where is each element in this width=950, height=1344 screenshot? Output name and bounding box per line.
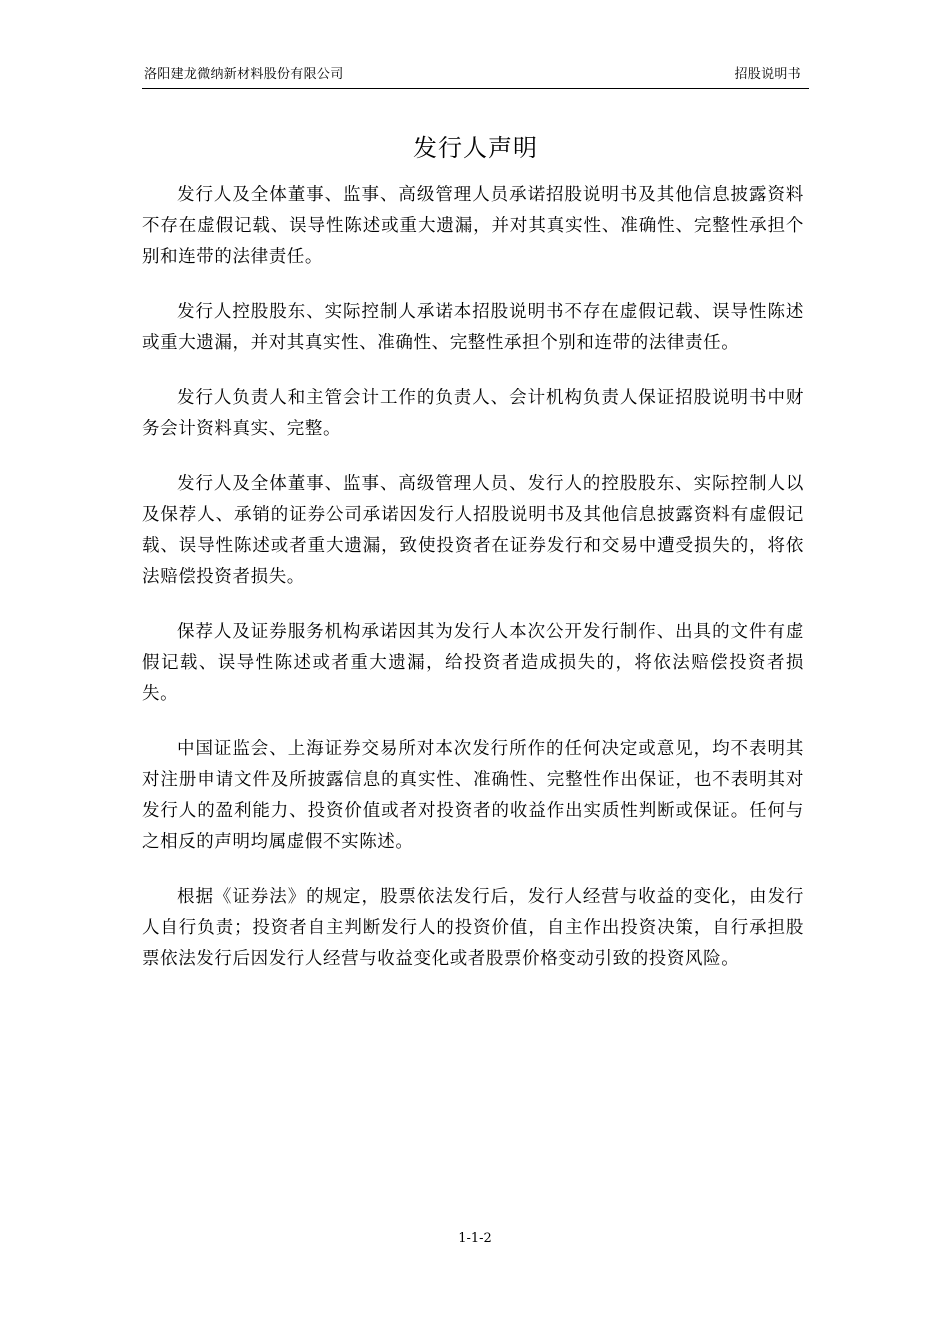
document-title: 发行人声明: [413, 134, 538, 162]
page-number: 1-1-2: [458, 1231, 492, 1246]
paragraph-5: 保荐人及证券服务机构承诺因其为发行人本次公开发行制作、出具的文件有虚假记载、误导性陈述或者重大遗漏，给投资者造成损失的，将依法赔偿投资者损失。: [142, 622, 804, 704]
paragraph-2: 发行人控股股东、实际控制人承诺本招股说明书不存在虚假记载、误导性陈述或重大遗漏，并对其真实性、准确性、完整性承担个别和连带的法律责任。: [142, 302, 804, 353]
paragraph-7: 根据《证券法》的规定，股票依法发行后，发行人经营与收益的变化，由发行人自行负责；投资者自主判断发行人的投资价值，自主作出投资决策，自行承担股票依法发行后因发行人经营与收益变化或者股票价格变动引致的投资风险。: [142, 887, 804, 969]
paragraph-6: 中国证监会、上海证券交易所对本次发行所作的任何决定或意见，均不表明其对注册申请文件及所披露信息的真实性、准确性、完整性作出保证，也不表明其对发行人的盈利能力、投资价值或者对投资者的收益作出实质性判断或保证。任何与之相反的声明均属虚假不实陈述。: [142, 739, 804, 852]
page-header: [142, 64, 809, 89]
paragraph-1: 发行人及全体董事、监事、高级管理人员承诺招股说明书及其他信息披露资料不存在虚假记载、误导性陈述或重大遗漏，并对其真实性、准确性、完整性承担个别和连带的法律责任。: [142, 185, 804, 267]
paragraph-3: 发行人负责人和主管会计工作的负责人、会计机构负责人保证招股说明书中财务会计资料真实、完整。: [142, 388, 804, 439]
header-company-name: 洛阳建龙微纳新材料股份有限公司: [144, 67, 344, 82]
declaration-body: [142, 180, 804, 999]
header-document-type: 招股说明书: [734, 67, 801, 82]
paragraph-4: 发行人及全体董事、监事、高级管理人员、发行人的控股股东、实际控制人以及保荐人、承销的证券公司承诺因发行人招股说明书及其他信息披露资料有虚假记载、误导性陈述或者重大遗漏，致使投资者在证券发行和交易中遭受损失的，将依法赔偿投资者损失。: [142, 474, 804, 587]
